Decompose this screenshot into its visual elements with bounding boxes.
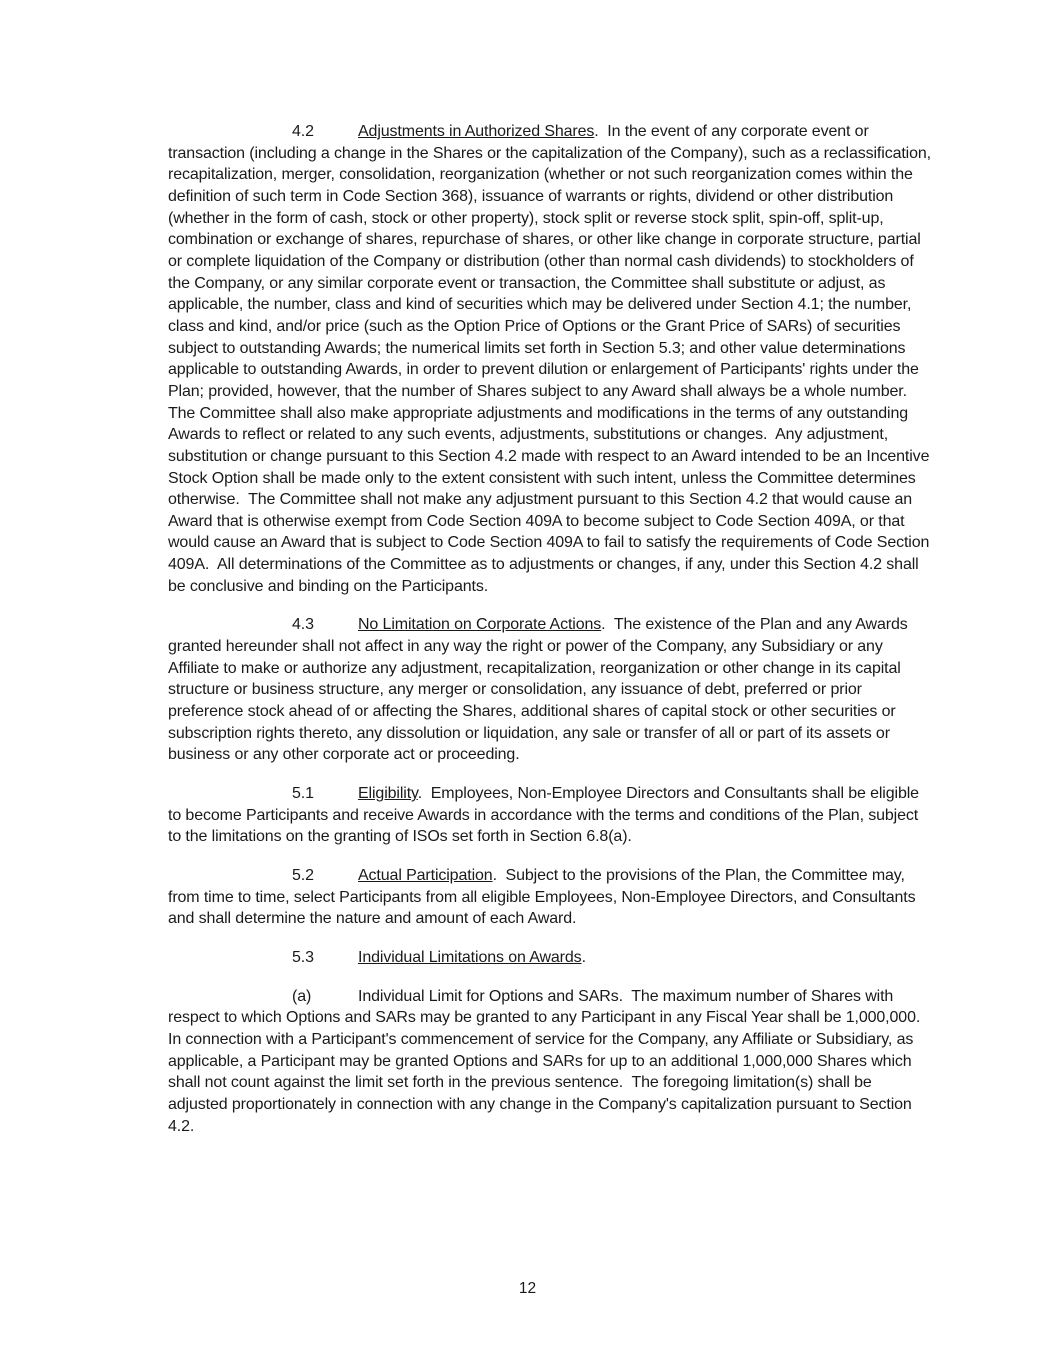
section-5-1-paragraph [168, 783, 934, 848]
page-body [168, 121, 934, 1154]
section-4-2-paragraph [168, 121, 934, 597]
section-5-2-number: 5.2 [292, 867, 314, 884]
page-number: 12 [518, 1280, 537, 1297]
section-5-3-a-text: Individual Limit for Options and SARs. The maximum number of Shares with respect to which Options and SARs may be granted to any Participant in any Fiscal Year shall be 1,000,000. In connection with a Participant's commencement of service for the Company, any Affiliate or Subsidiary, as applicable, a Participant may be granted Options and SARs for up to an additional 1,000,000 Shares which shall not count against the limit set forth in the previous sentence. The foregoing limitation(s) shall be adjusted proportionately in connection with any change in the Company's capitalization pursuant to Section 4.2. [168, 987, 929, 1135]
section-4-3-text: . The existence of the Plan and any Awards granted hereunder shall not affect in any way the right or power of the Company, any Subsidiary or any Affiliate to make or authorize any adjustment, recapitalization, reorganization or other change in its capital structure or business structure, any merger or consolidation, any issuance of debt, preferred or prior preference stock ahead of or affecting the Shares, additional shares of capital stock or other securities or subscription rights thereto, any dissolution or liquidation, any sale or transfer of all or part of its assets or business or any other corporate act or proceeding. [168, 616, 912, 764]
section-5-1-number: 5.1 [292, 785, 314, 803]
section-5-3-text: . [581, 948, 586, 966]
section-5-3-title: Individual Limitations on Awards [358, 948, 582, 966]
section-5-1-title: Eligibility [358, 785, 418, 803]
section-4-2-number: 4.2 [292, 123, 314, 140]
section-5-3-a-paragraph [168, 986, 934, 1138]
section-5-1-text: . Employees, Non-Employee Directors and Consultants shall be eligible to become Participants and receive Awards in accordance with the terms and conditions of the Plan, subject to the limitations on the granting of ISOs set forth in Section 6.8(a). [168, 785, 924, 846]
section-5-3-number: 5.3 [292, 948, 314, 966]
section-5-2-paragraph [168, 865, 934, 930]
section-5-2-text: . Subject to the provisions of the Plan, the Committee may, from time to time, select Participants from all eligible Employees, Non-Employee Directors, and Consultants and shall determine the nature and amount of each Award. [168, 867, 920, 928]
section-4-2-text: . In the event of any corporate event or transaction (including a change in the Shares or the capitalization of the Company), such as a reclassification, recapitalization, merger, consolidation, reorganization (whether or not such reorganization comes within the definition of such term in Code Section 368), issuance of warrants or rights, dividend or other distribution (whether in the form of cash, stock or other property), stock split or reverse stock split, spin-off, split-up, combination or exchange of shares, repurchase of shares, or other like change in corporate structure, partial or complete liquidation of the Company or distribution (other than normal cash dividends) to stockholders of the Company, or any similar corporate event or transaction, the Committee shall substitute or adjust, as applicable, the number, class and kind of securities which may be delivered under Section 4.1; the number, class and kind, and/or price (such as the Option Price of Options or the Grant Price of SARs) of securities subject to outstanding Awards; the numerical limits set forth in Section 5.3; and other value determinations applicable to outstanding Awards, in order to prevent dilution or enlargement of Participants' rights under the Plan; provided, however, that the number of Shares subject to any Award shall always be a whole number. The Committee shall also make appropriate adjustments and modifications in the terms of any outstanding Awards to reflect or related to any such events, adjustments, substitutions or changes. Any adjustment, substitution or change pursuant to this Section 4.2 made with respect to an Award intended to be an Incentive Stock Option shall be made only to the extent consistent with such intent, unless the Committee determines otherwise. The Committee shall not make any adjustment pursuant to this Section 4.2 that would cause an Award that is otherwise exempt from Code Section 409A to become subject to Code Section 409A, or that would cause an Award that is subject to Code Section 409A to fail to satisfy the requirements of Code Section 409A. All determinations of the Committee as to adjustments or changes, if any, under this Section 4.2 shall be conclusive and binding on the Participants. [168, 123, 936, 595]
section-4-2-title: Adjustments in Authorized Shares [358, 123, 595, 140]
section-4-3-number: 4.3 [292, 616, 314, 634]
section-5-2-title: Actual Participation [358, 867, 493, 884]
section-5-3-a-number: (a) [292, 987, 312, 1005]
section-5-3-paragraph [168, 947, 934, 969]
section-4-3-title: No Limitation on Corporate Actions [358, 616, 602, 634]
page-footer [0, 1280, 1055, 1298]
section-4-3-paragraph [168, 614, 934, 766]
